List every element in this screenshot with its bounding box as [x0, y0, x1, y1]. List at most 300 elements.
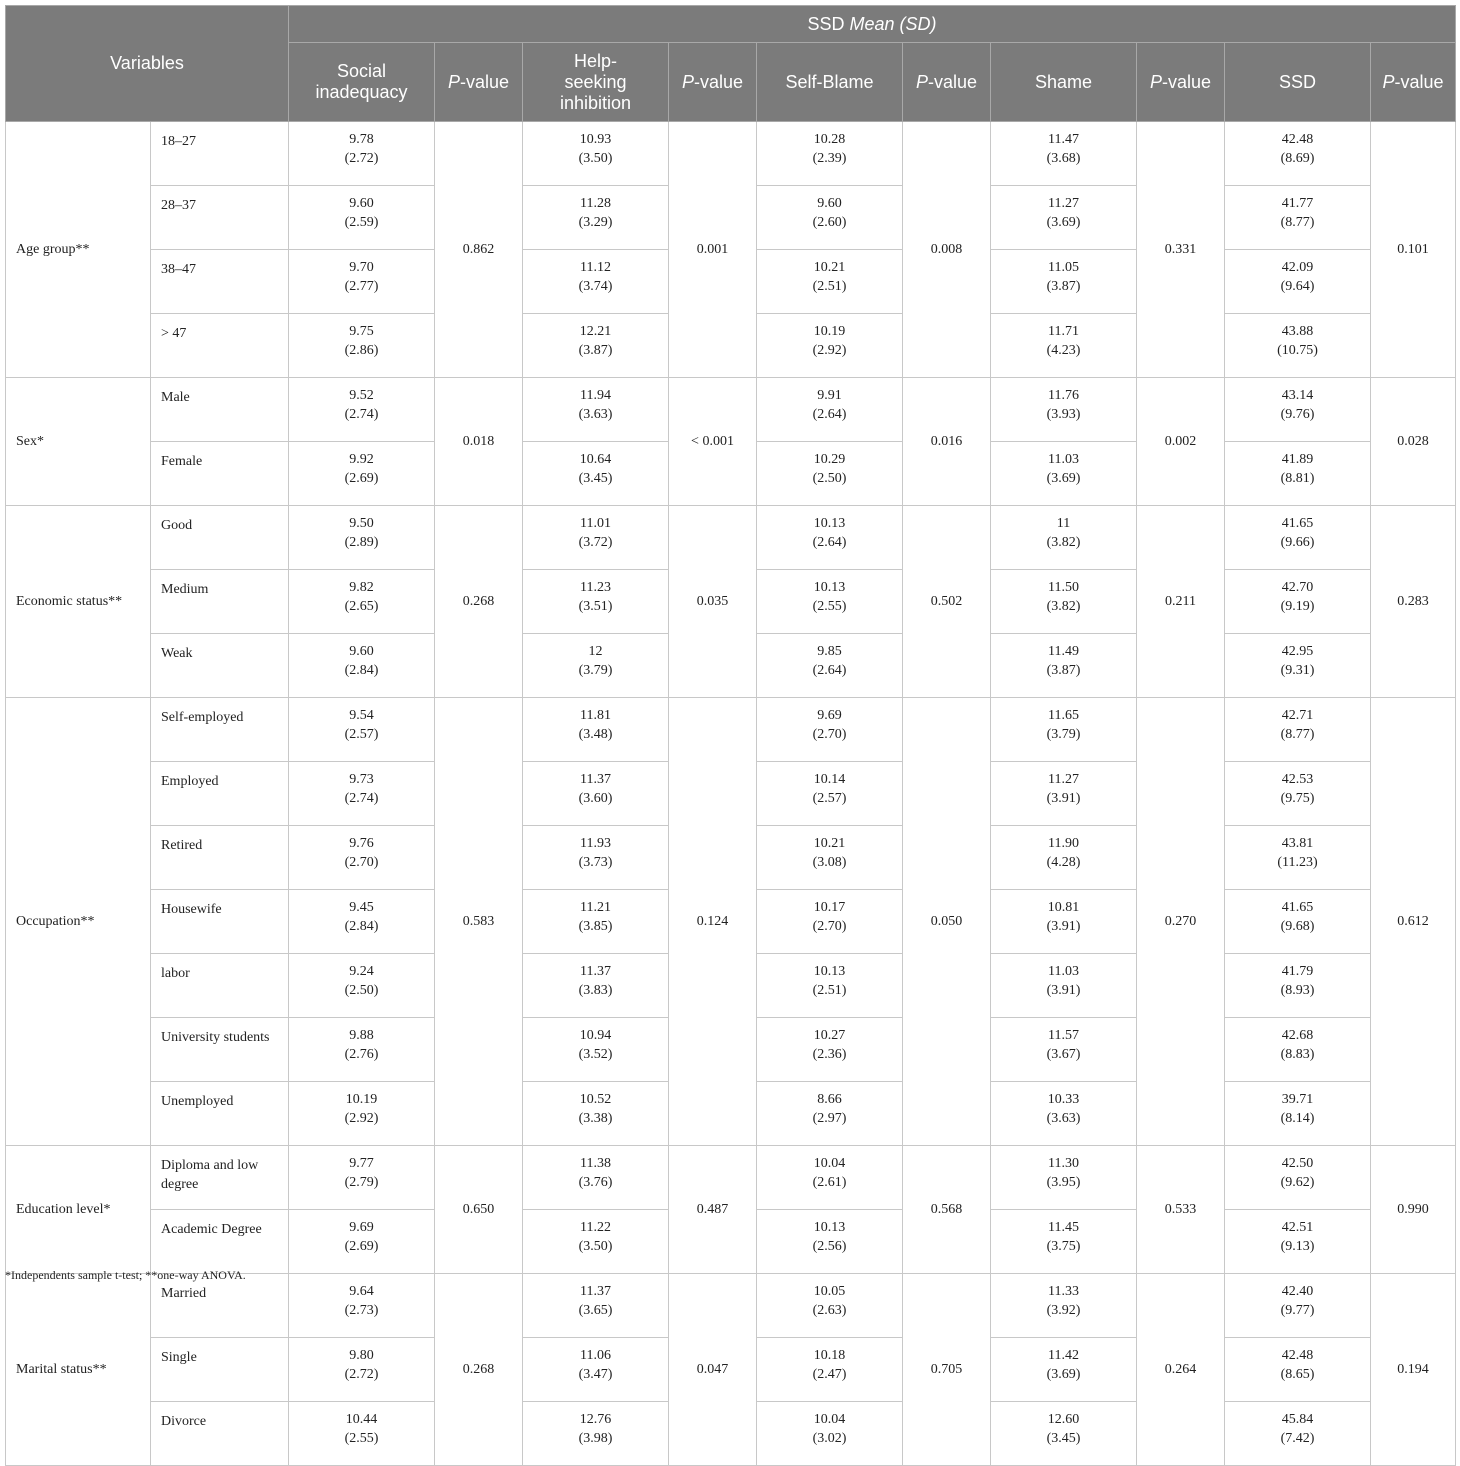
mean-sd-cell	[523, 378, 669, 442]
mean-sd-cell	[289, 570, 435, 634]
table-row	[6, 1146, 1456, 1210]
mean-value: 9.69	[349, 1220, 374, 1235]
mean-value: 9.75	[349, 324, 374, 339]
p-value-header	[435, 43, 523, 122]
mean-value: 10.52	[579, 1092, 612, 1107]
mean-sd-cell	[289, 954, 435, 1018]
p-value-cell: 0.101	[1371, 122, 1456, 378]
mean-sd-cell	[1225, 1402, 1371, 1466]
p-value-cell: 0.050	[903, 698, 991, 1146]
sd-value: (2.97)	[812, 1111, 847, 1126]
mean-sd-cell	[1225, 1210, 1371, 1274]
mean-value: 11.65	[1048, 708, 1079, 723]
mean-sd-cell	[1225, 634, 1371, 698]
mean-sd-cell	[523, 1082, 669, 1146]
variables-header: Variables	[6, 6, 289, 122]
sd-value: (3.48)	[578, 727, 613, 742]
sd-value: (2.56)	[812, 1239, 847, 1254]
table-row	[6, 698, 1456, 762]
sd-value: (3.98)	[578, 1431, 613, 1446]
sd-value: (3.50)	[578, 151, 613, 166]
sd-value: (3.65)	[578, 1303, 613, 1318]
p-value-cell: 0.047	[669, 1274, 757, 1466]
ssd-results-table	[5, 5, 1456, 1466]
mean-sd-cell	[1225, 378, 1371, 442]
mean-value: 11.37	[580, 772, 611, 787]
mean-value: 10.13	[813, 580, 846, 595]
mean-sd-cell	[991, 634, 1137, 698]
sd-value: (2.64)	[812, 407, 847, 422]
mean-sd-cell	[1225, 506, 1371, 570]
mean-sd-cell	[991, 1402, 1137, 1466]
mean-sd-cell	[991, 186, 1137, 250]
group-label: Marital status**	[6, 1274, 151, 1466]
mean-sd-cell	[757, 698, 903, 762]
p-value-cell: 0.283	[1371, 506, 1456, 698]
mean-value: 41.77	[1281, 196, 1314, 211]
mean-sd-cell	[1225, 1018, 1371, 1082]
mean-value: 10.28	[813, 132, 846, 147]
mean-sd-cell	[523, 1338, 669, 1402]
mean-value: 9.24	[349, 964, 374, 979]
mean-sd-cell	[523, 762, 669, 826]
p-value-cell: 0.502	[903, 506, 991, 698]
mean-value: 43.88	[1281, 324, 1314, 339]
sd-value: (8.14)	[1280, 1111, 1315, 1126]
category-label: Diploma and low degree	[151, 1146, 289, 1210]
mean-sd-cell	[757, 1210, 903, 1274]
sd-value: (2.76)	[344, 1047, 379, 1062]
mean-value: 10.04	[813, 1156, 846, 1171]
mean-sd-cell	[757, 506, 903, 570]
sd-value: (2.55)	[812, 599, 847, 614]
mean-sd-cell	[757, 890, 903, 954]
sd-value: (3.87)	[1046, 279, 1081, 294]
mean-sd-cell	[757, 1338, 903, 1402]
sd-value: (3.95)	[1046, 1175, 1081, 1190]
ssd-header-prefix: SSD	[807, 13, 850, 34]
sd-value: (8.93)	[1280, 983, 1315, 998]
mean-value: 11.50	[1048, 580, 1079, 595]
mean-value: 9.85	[817, 644, 842, 659]
mean-value: 9.69	[817, 708, 842, 723]
sd-value: (3.67)	[1046, 1047, 1081, 1062]
sd-value: (3.02)	[812, 1431, 847, 1446]
mean-value: 11.12	[580, 260, 611, 275]
mean-sd-cell	[991, 826, 1137, 890]
category-label: Retired	[151, 826, 289, 890]
mean-value: 42.51	[1281, 1220, 1314, 1235]
mean-sd-cell	[991, 1082, 1137, 1146]
sd-value: (9.13)	[1280, 1239, 1315, 1254]
sd-value: (4.23)	[1046, 343, 1081, 358]
col-header-social-inadequacy: Social inadequacy	[289, 43, 435, 122]
mean-value: 12	[588, 644, 603, 659]
mean-sd-cell	[1225, 1082, 1371, 1146]
mean-value: 9.91	[817, 388, 842, 403]
sd-value: (2.57)	[812, 791, 847, 806]
mean-value: 10.13	[813, 1220, 846, 1235]
p-value-cell: 0.612	[1371, 698, 1456, 1146]
p-value-cell: 0.533	[1137, 1146, 1225, 1274]
sd-value: (3.83)	[578, 983, 613, 998]
mean-value: 42.71	[1281, 708, 1314, 723]
p-letter: P	[915, 71, 928, 92]
mean-value: 9.54	[349, 708, 374, 723]
mean-value: 11.01	[580, 516, 611, 531]
p-value-cell: 0.001	[669, 122, 757, 378]
mean-sd-cell	[523, 442, 669, 506]
sd-value: (3.69)	[1046, 215, 1081, 230]
ssd-mean-sd-header	[289, 6, 1456, 43]
sd-value: (3.85)	[578, 919, 613, 934]
sd-value: (2.55)	[344, 1431, 379, 1446]
sd-value: (3.50)	[578, 1239, 613, 1254]
mean-sd-cell	[757, 186, 903, 250]
mean-sd-cell	[991, 890, 1137, 954]
mean-value: 11.27	[1048, 196, 1079, 211]
mean-sd-cell	[523, 314, 669, 378]
mean-value: 9.70	[349, 260, 374, 275]
mean-value: 11.93	[580, 836, 611, 851]
sd-value: (3.45)	[1046, 1431, 1081, 1446]
mean-value: 45.84	[1281, 1412, 1314, 1427]
p-letter: P	[681, 71, 694, 92]
mean-value: 43.14	[1281, 388, 1314, 403]
p-value-header	[1371, 43, 1456, 122]
mean-sd-cell	[289, 1338, 435, 1402]
mean-value: 10.93	[579, 132, 612, 147]
sd-value: (9.75)	[1280, 791, 1315, 806]
table-row	[6, 378, 1456, 442]
mean-value: 12.76	[579, 1412, 612, 1427]
table-header	[6, 6, 1456, 122]
mean-value: 11.03	[1048, 452, 1079, 467]
sd-value: (9.76)	[1280, 407, 1315, 422]
mean-sd-cell	[289, 378, 435, 442]
mean-sd-cell	[757, 1018, 903, 1082]
mean-value: 42.40	[1281, 1284, 1314, 1299]
sd-value: (9.62)	[1280, 1175, 1315, 1190]
sd-value: (9.19)	[1280, 599, 1315, 614]
sd-value: (3.74)	[578, 279, 613, 294]
mean-value: 11.45	[1048, 1220, 1079, 1235]
category-label: 38–47	[151, 250, 289, 314]
mean-sd-cell	[289, 762, 435, 826]
mean-sd-cell	[523, 570, 669, 634]
mean-sd-cell	[1225, 826, 1371, 890]
mean-sd-cell	[289, 1402, 435, 1466]
sd-value: (2.69)	[344, 1239, 379, 1254]
p-letter: P	[1149, 71, 1162, 92]
mean-value: 42.48	[1281, 1348, 1314, 1363]
mean-sd-cell	[757, 826, 903, 890]
mean-value: 11.33	[1048, 1284, 1079, 1299]
mean-value: 10.27	[813, 1028, 846, 1043]
sd-value: (3.72)	[578, 535, 613, 550]
mean-sd-cell	[991, 442, 1137, 506]
mean-value: 9.88	[349, 1028, 374, 1043]
sd-value: (8.77)	[1280, 215, 1315, 230]
mean-value: 42.48	[1281, 132, 1314, 147]
mean-value: 10.13	[813, 516, 846, 531]
mean-sd-cell	[757, 442, 903, 506]
ssd-header-italic: Mean (SD)	[849, 13, 937, 34]
mean-sd-cell	[289, 634, 435, 698]
mean-sd-cell	[991, 762, 1137, 826]
mean-sd-cell	[1225, 698, 1371, 762]
mean-sd-cell	[757, 314, 903, 378]
category-label: 18–27	[151, 122, 289, 186]
mean-value: 8.66	[817, 1092, 842, 1107]
mean-value: 10.17	[813, 900, 846, 915]
sd-value: (8.69)	[1280, 151, 1315, 166]
mean-sd-cell	[289, 1146, 435, 1210]
mean-sd-cell	[289, 890, 435, 954]
mean-sd-cell	[523, 698, 669, 762]
sd-value: (9.66)	[1280, 535, 1315, 550]
sd-value: (2.50)	[812, 471, 847, 486]
mean-sd-cell	[1225, 442, 1371, 506]
results-table-wrapper	[5, 5, 1455, 1466]
p-value-cell: 0.002	[1137, 378, 1225, 506]
sd-value: (2.50)	[344, 983, 379, 998]
mean-sd-cell	[523, 634, 669, 698]
sd-value: (3.69)	[1046, 471, 1081, 486]
mean-sd-cell	[757, 634, 903, 698]
sd-value: (8.65)	[1280, 1367, 1315, 1382]
category-label: labor	[151, 954, 289, 1018]
p-value-cell: 0.583	[435, 698, 523, 1146]
mean-value: 9.76	[349, 836, 374, 851]
mean-value: 41.65	[1281, 516, 1314, 531]
p-value-cell: 0.035	[669, 506, 757, 698]
sd-value: (3.76)	[578, 1175, 613, 1190]
sd-value: (2.84)	[344, 919, 379, 934]
sd-value: (3.08)	[812, 855, 847, 870]
mean-sd-cell	[523, 1274, 669, 1338]
mean-value: 10.19	[813, 324, 846, 339]
mean-sd-cell	[991, 1146, 1137, 1210]
sd-value: (9.64)	[1280, 279, 1315, 294]
category-label: Weak	[151, 634, 289, 698]
sd-value: (3.60)	[578, 791, 613, 806]
mean-value: 10.81	[1047, 900, 1080, 915]
category-label: Medium	[151, 570, 289, 634]
sd-value: (3.79)	[1046, 727, 1081, 742]
mean-sd-cell	[757, 1402, 903, 1466]
mean-value: 39.71	[1281, 1092, 1314, 1107]
mean-value: 42.50	[1281, 1156, 1314, 1171]
sd-value: (11.23)	[1277, 855, 1318, 870]
mean-sd-cell	[991, 378, 1137, 442]
mean-value: 9.60	[349, 196, 374, 211]
mean-value: 11.47	[1048, 132, 1079, 147]
mean-value: 9.64	[349, 1284, 374, 1299]
p-suffix: -value	[927, 71, 978, 92]
sd-value: (3.52)	[578, 1047, 613, 1062]
mean-sd-cell	[523, 1402, 669, 1466]
p-suffix: -value	[1394, 71, 1444, 92]
mean-sd-cell	[991, 314, 1137, 378]
sd-value: (2.70)	[344, 855, 379, 870]
sd-value: (3.38)	[578, 1111, 613, 1126]
group-label: Age group**	[6, 122, 151, 378]
sd-value: (3.75)	[1046, 1239, 1081, 1254]
group-label: Economic status**	[6, 506, 151, 698]
sd-value: (2.89)	[344, 535, 379, 550]
mean-value: 11.71	[1048, 324, 1079, 339]
sd-value: (3.51)	[578, 599, 613, 614]
p-value-cell: 0.018	[435, 378, 523, 506]
mean-sd-cell	[289, 314, 435, 378]
mean-sd-cell	[289, 1082, 435, 1146]
mean-sd-cell	[991, 1210, 1137, 1274]
table-body	[6, 122, 1456, 1466]
sd-value: (9.68)	[1280, 919, 1315, 934]
mean-sd-cell	[757, 954, 903, 1018]
sd-value: (8.81)	[1280, 471, 1315, 486]
mean-sd-cell	[991, 1274, 1137, 1338]
mean-sd-cell	[523, 826, 669, 890]
sd-value: (2.79)	[344, 1175, 379, 1190]
mean-value: 11.03	[1048, 964, 1079, 979]
mean-sd-cell	[757, 1274, 903, 1338]
mean-value: 9.73	[349, 772, 374, 787]
mean-value: 11.28	[580, 196, 611, 211]
mean-value: 11.06	[580, 1348, 611, 1363]
sd-value: (2.57)	[344, 727, 379, 742]
mean-value: 42.09	[1281, 260, 1314, 275]
category-label: Single	[151, 1338, 289, 1402]
category-label: Male	[151, 378, 289, 442]
mean-sd-cell	[757, 570, 903, 634]
sd-value: (3.69)	[1046, 1367, 1081, 1382]
mean-value: 41.89	[1281, 452, 1314, 467]
sd-value: (2.70)	[812, 727, 847, 742]
mean-sd-cell	[523, 186, 669, 250]
p-letter: P	[1382, 71, 1395, 92]
mean-value: 11.23	[580, 580, 611, 595]
mean-value: 11.21	[580, 900, 611, 915]
mean-value: 42.68	[1281, 1028, 1314, 1043]
sd-value: (3.87)	[1046, 663, 1081, 678]
mean-value: 9.45	[349, 900, 374, 915]
mean-value: 10.13	[813, 964, 846, 979]
mean-value: 9.77	[349, 1156, 374, 1171]
mean-value: 9.82	[349, 580, 374, 595]
mean-value: 10.05	[813, 1284, 846, 1299]
mean-sd-cell	[757, 250, 903, 314]
category-label: Self-employed	[151, 698, 289, 762]
sd-value: (9.31)	[1280, 663, 1315, 678]
mean-value: 11.42	[1048, 1348, 1079, 1363]
mean-sd-cell	[289, 826, 435, 890]
p-value-cell: 0.264	[1137, 1274, 1225, 1466]
mean-value: 10.18	[813, 1348, 846, 1363]
sd-value: (3.73)	[578, 855, 613, 870]
p-value-header	[903, 43, 991, 122]
p-suffix: -value	[459, 71, 510, 92]
mean-value: 11.37	[580, 1284, 611, 1299]
p-suffix: -value	[1161, 71, 1212, 92]
mean-value: 9.60	[349, 644, 374, 659]
mean-sd-cell	[991, 1018, 1137, 1082]
mean-value: 10.19	[345, 1092, 378, 1107]
sd-value: (2.72)	[344, 151, 379, 166]
p-value-cell: 0.016	[903, 378, 991, 506]
sd-value: (3.82)	[1046, 535, 1081, 550]
mean-sd-cell	[1225, 1146, 1371, 1210]
mean-value: 11.81	[580, 708, 611, 723]
sd-value: (10.75)	[1277, 343, 1318, 358]
mean-sd-cell	[289, 186, 435, 250]
col-header-ssd: SSD	[1225, 43, 1371, 122]
mean-value: 9.60	[817, 196, 842, 211]
category-label: Employed	[151, 762, 289, 826]
p-value-cell: 0.990	[1371, 1146, 1456, 1274]
p-value-header	[1137, 43, 1225, 122]
sd-value: (2.64)	[812, 663, 847, 678]
category-label: Academic Degree	[151, 1210, 289, 1274]
mean-value: 10.21	[813, 836, 846, 851]
mean-sd-cell	[523, 122, 669, 186]
category-label: Divorce	[151, 1402, 289, 1466]
mean-value: 11.90	[1048, 836, 1079, 851]
category-label: > 47	[151, 314, 289, 378]
sd-value: (2.39)	[812, 151, 847, 166]
mean-sd-cell	[1225, 954, 1371, 1018]
mean-value: 11.37	[580, 964, 611, 979]
mean-value: 42.53	[1281, 772, 1314, 787]
sd-value: (2.74)	[344, 407, 379, 422]
sd-value: (2.86)	[344, 343, 379, 358]
mean-value: 10.29	[813, 452, 846, 467]
p-value-cell: 0.194	[1371, 1274, 1456, 1466]
mean-sd-cell	[289, 442, 435, 506]
mean-sd-cell	[757, 762, 903, 826]
category-label: 28–37	[151, 186, 289, 250]
sd-value: (2.69)	[344, 471, 379, 486]
mean-value: 42.95	[1281, 644, 1314, 659]
sd-value: (3.45)	[578, 471, 613, 486]
category-label: Married	[151, 1274, 289, 1338]
mean-sd-cell	[523, 1210, 669, 1274]
mean-sd-cell	[1225, 1274, 1371, 1338]
mean-value: 11.38	[580, 1156, 611, 1171]
mean-value: 43.81	[1281, 836, 1314, 851]
p-value-cell: 0.008	[903, 122, 991, 378]
mean-value: 9.92	[349, 452, 374, 467]
sd-value: (3.87)	[578, 343, 613, 358]
sd-value: (2.65)	[344, 599, 379, 614]
mean-value: 9.78	[349, 132, 374, 147]
mean-value: 12.21	[579, 324, 612, 339]
mean-value: 12.60	[1047, 1412, 1080, 1427]
mean-value: 10.21	[813, 260, 846, 275]
sd-value: (3.63)	[1046, 1111, 1081, 1126]
p-value-cell: 0.862	[435, 122, 523, 378]
sd-value: (8.83)	[1280, 1047, 1315, 1062]
p-value-cell: 0.650	[435, 1146, 523, 1274]
category-label: Female	[151, 442, 289, 506]
mean-value: 11.27	[1048, 772, 1079, 787]
sd-value: (3.82)	[1046, 599, 1081, 614]
p-value-cell: 0.568	[903, 1146, 991, 1274]
sd-value: (3.79)	[578, 663, 613, 678]
mean-value: 9.50	[349, 516, 374, 531]
category-label: Housewife	[151, 890, 289, 954]
